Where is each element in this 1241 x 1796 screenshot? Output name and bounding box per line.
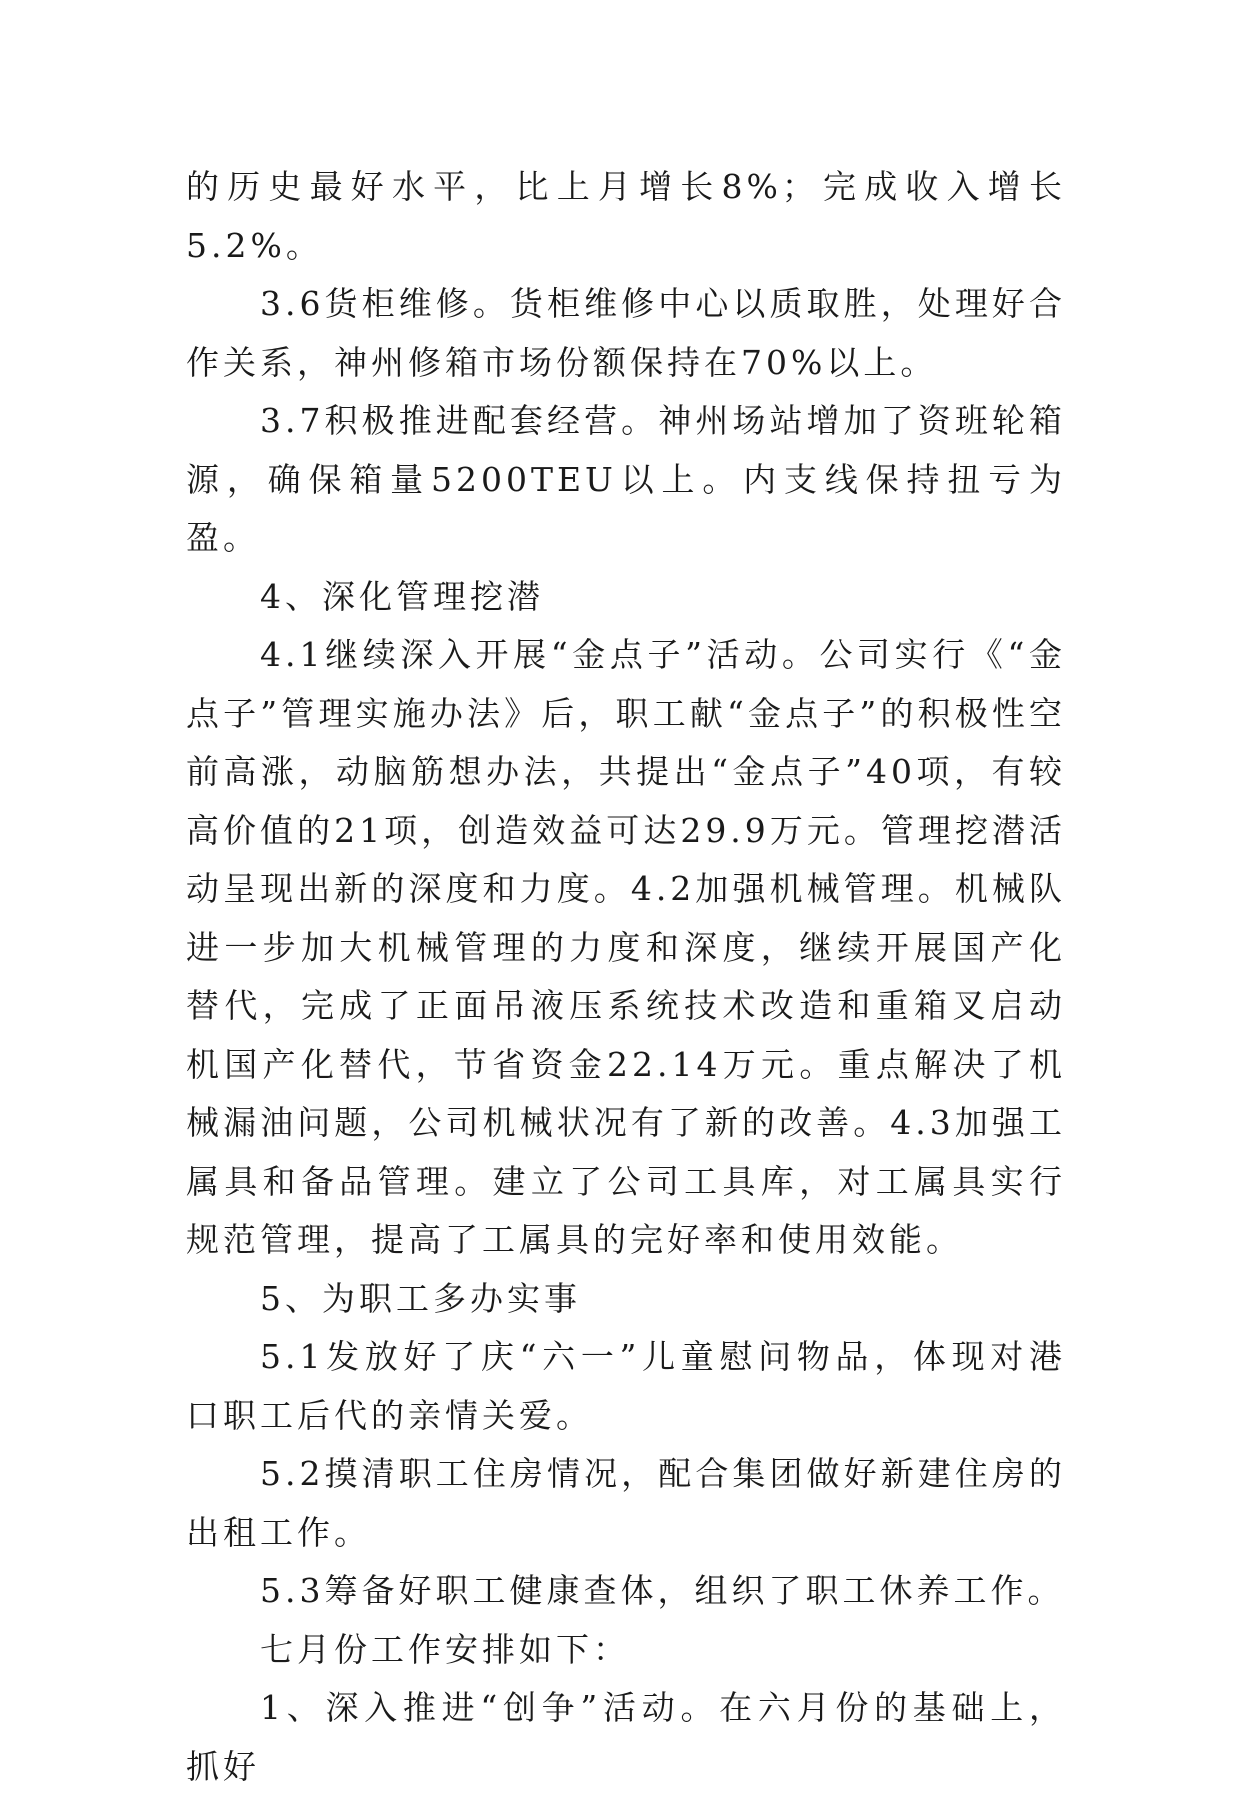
- paragraph-supporting-operations: 3.7积极推进配套经营。神州场站增加了资班轮箱源，确保箱量5200TEU以上。内支线保持扭亏为盈。: [186, 401, 1066, 557]
- paragraph-container-repair: 3.6货柜维修。货柜维修中心以质取胜，处理好合作关系，神州修箱市场份额保持在70%以上。: [186, 284, 1066, 382]
- paragraph-july-item-1: 1、深入推进“创争”活动。在六月份的基础上，抓好: [186, 1688, 1066, 1786]
- paragraph-childrens-day: 5.1发放好了庆“六一”儿童慰问物品，体现对港口职工后代的亲情关爱。: [186, 1337, 1066, 1435]
- paragraph-golden-ideas: 4.1继续深入开展“金点子”活动。公司实行《“金点子”管理实施办法》后，职工献“金点子”的积极性空前高涨，动脑筋想办法，共提出“金点子”40项，有较高价值的21项，创造效益可达29.9万元。管理挖潜活动呈现出新的深度和力度。4.2加强机械管理。机械队进一步加大机械管理的力度和深度，继续开展国产化替代，完成了正面吊液压系统技术改造和重箱叉启动机国产化替代，节省资金22.14万元。重点解决了机械漏油问题，公司机械状况有了新的改善。4.3加强工属具和备品管理。建立了公司工具库，对工属具实行规范管理，提高了工属具的完好率和使用效能。: [186, 635, 1066, 1259]
- section-heading-employee-affairs: 5、为职工多办实事: [260, 1278, 581, 1318]
- section-heading-july-plan: 七月份工作安排如下：: [260, 1629, 630, 1669]
- paragraph-continuation: 的历史最好水平，比上月增长8%；完成收入增长5.2%。: [186, 167, 1066, 265]
- section-heading-management: 4、深化管理挖潜: [260, 576, 544, 616]
- paragraph-health-check: 5.3筹备好职工健康查体，组织了职工休养工作。: [260, 1571, 1065, 1610]
- paragraph-housing: 5.2摸清职工住房情况，配合集团做好新建住房的出租工作。: [186, 1454, 1066, 1552]
- document-body: [186, 158, 1066, 1796]
